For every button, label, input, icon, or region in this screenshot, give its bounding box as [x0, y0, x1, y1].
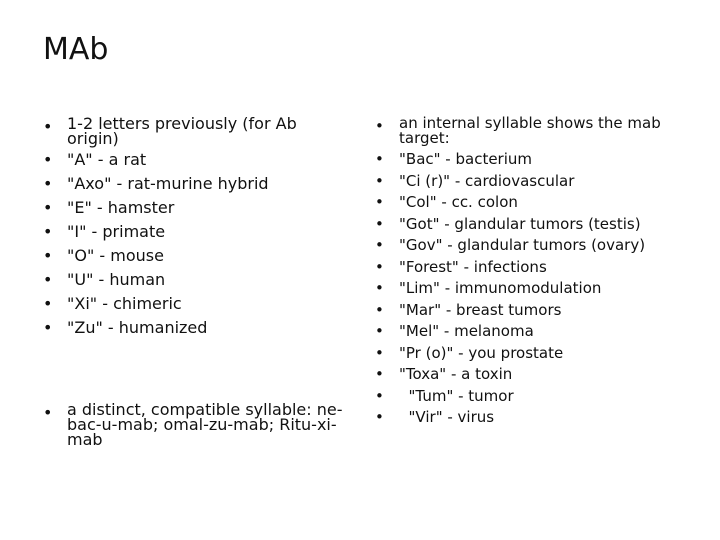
list-item: • "Mar" - breast tumors	[375, 300, 695, 322]
list-item: • "Col" - cc. colon	[375, 192, 695, 214]
list-item	[43, 116, 343, 146]
right-bullet-list	[375, 116, 695, 429]
list-item: • "Xi" - chimeric	[43, 293, 343, 314]
list-item: • "Zu" - humanized	[43, 317, 343, 338]
list-item: • "Gov" - glandular tumors (ovary)	[375, 235, 695, 257]
list-item	[43, 402, 343, 447]
list-item: • "O" - mouse	[43, 245, 343, 266]
list-item: • "Forest" - infections	[375, 257, 695, 279]
list-item: • "E" - hamster	[43, 197, 343, 218]
list-item: • "Bac" - bacterium	[375, 149, 695, 171]
list-item-text: • 1-2 letters previously (for Ab origin)	[67, 114, 297, 148]
list-item: • "Axo" - rat-murine hybrid	[43, 173, 343, 194]
list-item-text: • a distinct, compatible syllable: ne-bac-u-mab; omal-zu-mab; Ritu-xi-mab	[67, 400, 343, 449]
list-item: • "Pr (o)" - you prostate	[375, 343, 695, 365]
list-item: • "Toxa" - a toxin	[375, 364, 695, 386]
list-item: • "A" - a rat	[43, 149, 343, 170]
list-item: • "Got" - glandular tumors (testis)	[375, 214, 695, 236]
slide-title: MAb	[43, 32, 109, 67]
list-item	[375, 116, 695, 149]
list-item: • "I" - primate	[43, 221, 343, 242]
list-item: • "Lim" - immunomodulation	[375, 278, 695, 300]
list-item: • "Mel" - melanoma	[375, 321, 695, 343]
list-item: • "U" - human	[43, 269, 343, 290]
list-item: • "Ci (r)" - cardiovascular	[375, 171, 695, 193]
left-bullet-list	[43, 116, 343, 450]
list-item-text: • an internal syllable shows the mab target:	[399, 114, 661, 147]
list-item: • "Tum" - tumor	[375, 386, 695, 408]
list-item: • "Vir" - virus	[375, 407, 695, 429]
